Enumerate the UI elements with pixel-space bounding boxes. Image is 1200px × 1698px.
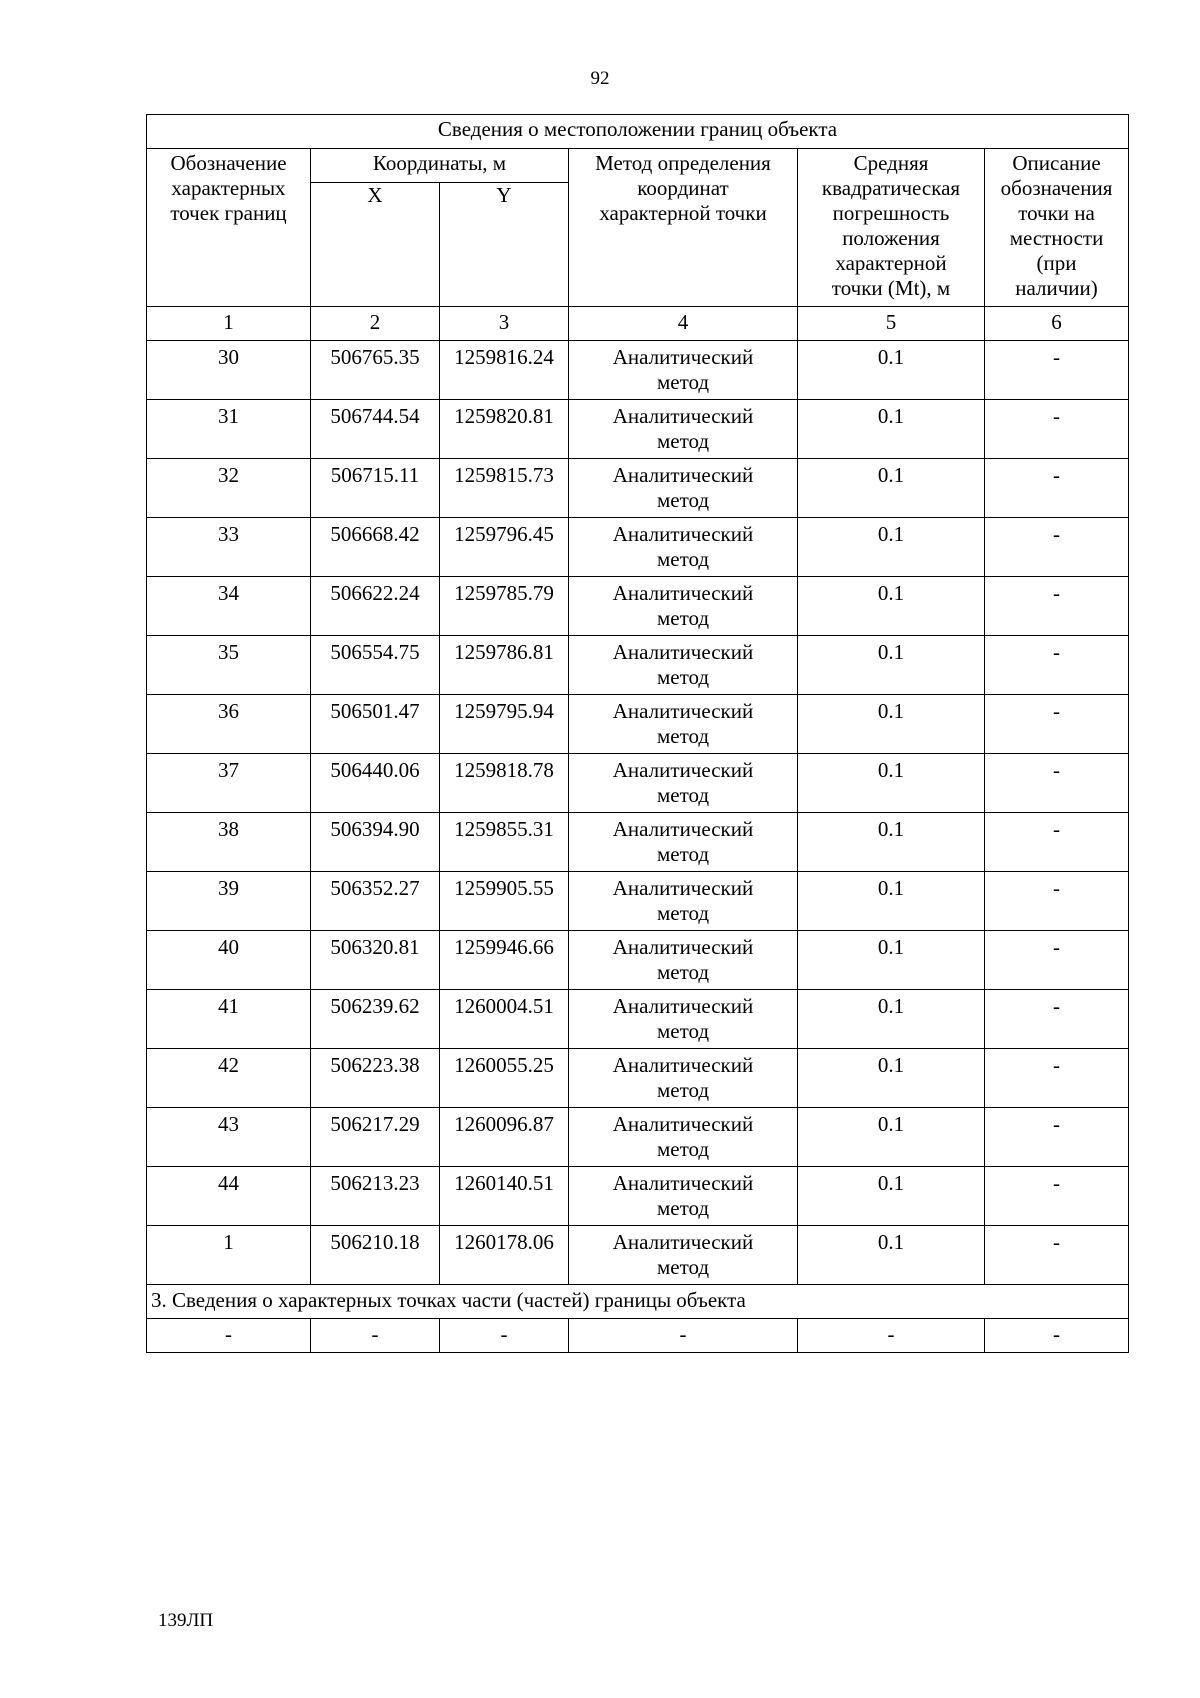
- y-coordinate-cell: 1259855.31: [440, 813, 569, 872]
- y-coordinate-cell: 1260096.87: [440, 1108, 569, 1167]
- table-row: [147, 577, 1129, 636]
- y-coordinate-cell: 1259786.81: [440, 636, 569, 695]
- method-cell: [569, 1167, 798, 1226]
- method-line: метод: [656, 1255, 710, 1279]
- method-line: Аналитический: [612, 522, 754, 546]
- empty-row: [147, 1319, 1129, 1353]
- method-line: Аналитический: [612, 345, 754, 369]
- method-line: Аналитический: [612, 1230, 754, 1254]
- x-coordinate-cell: 506239.62: [311, 990, 440, 1049]
- mean-error-cell: 0.1: [798, 341, 985, 400]
- y-coordinate-cell: 1259796.45: [440, 518, 569, 577]
- point-cell: 44: [147, 1167, 311, 1226]
- method-cell: [569, 577, 798, 636]
- point-cell: 1: [147, 1226, 311, 1285]
- point-cell: 38: [147, 813, 311, 872]
- column-number: 2: [311, 307, 440, 341]
- method-line: Аналитический: [612, 1112, 754, 1136]
- method-line: Аналитический: [612, 404, 754, 428]
- empty-cell: -: [147, 1319, 311, 1353]
- method-line: метод: [656, 429, 710, 453]
- mean-error-cell: 0.1: [798, 1049, 985, 1108]
- x-coordinate-cell: 506320.81: [311, 931, 440, 990]
- mean-error-cell: 0.1: [798, 459, 985, 518]
- y-coordinate-cell: 1259816.24: [440, 341, 569, 400]
- section-title-row: [147, 1285, 1129, 1319]
- column-number: 1: [147, 307, 311, 341]
- boundary-coordinates-table: [146, 114, 1129, 1353]
- mean-error-cell: 0.1: [798, 577, 985, 636]
- point-cell: 41: [147, 990, 311, 1049]
- description-cell: -: [985, 1108, 1129, 1167]
- method-line: Аналитический: [612, 699, 754, 723]
- method-cell: [569, 400, 798, 459]
- y-coordinate-cell: 1259946.66: [440, 931, 569, 990]
- description-cell: -: [985, 577, 1129, 636]
- method-cell: [569, 754, 798, 813]
- method-line: метод: [656, 370, 710, 394]
- mean-error-cell: 0.1: [798, 400, 985, 459]
- mean-error-cell: 0.1: [798, 1108, 985, 1167]
- method-cell: [569, 695, 798, 754]
- mean-error-cell: 0.1: [798, 1167, 985, 1226]
- description-cell: -: [985, 695, 1129, 754]
- y-coordinate-cell: 1259905.55: [440, 872, 569, 931]
- method-cell: [569, 1226, 798, 1285]
- method-line: Аналитический: [612, 1171, 754, 1195]
- header-coordinates: Координаты, м: [311, 149, 569, 183]
- method-line: метод: [656, 665, 710, 689]
- y-coordinate-cell: 1259815.73: [440, 459, 569, 518]
- y-coordinate-cell: 1259820.81: [440, 400, 569, 459]
- mean-error-cell: 0.1: [798, 518, 985, 577]
- y-coordinate-cell: 1259795.94: [440, 695, 569, 754]
- description-cell: -: [985, 636, 1129, 695]
- point-cell: 43: [147, 1108, 311, 1167]
- header-method: Метод определения координат характерной точки: [569, 149, 798, 307]
- footer-code: 139ЛП: [158, 1610, 214, 1631]
- point-cell: 35: [147, 636, 311, 695]
- method-line: Аналитический: [612, 817, 754, 841]
- header-description: Описание обозначения точки на местности (при наличии): [985, 149, 1129, 307]
- x-coordinate-cell: 506440.06: [311, 754, 440, 813]
- x-coordinate-cell: 506501.47: [311, 695, 440, 754]
- x-coordinate-cell: 506744.54: [311, 400, 440, 459]
- method-line: Аналитический: [612, 581, 754, 605]
- table-row: [147, 1226, 1129, 1285]
- x-coordinate-cell: 506217.29: [311, 1108, 440, 1167]
- column-number: 5: [798, 307, 985, 341]
- header-mean-error: Средняя квадратическая погрешность положения характерной точки (Mt), м: [798, 149, 985, 307]
- table-row: [147, 990, 1129, 1049]
- table-row: [147, 1167, 1129, 1226]
- point-cell: 31: [147, 400, 311, 459]
- mean-error-cell: 0.1: [798, 695, 985, 754]
- y-coordinate-cell: 1260140.51: [440, 1167, 569, 1226]
- empty-cell: -: [985, 1319, 1129, 1353]
- method-cell: [569, 341, 798, 400]
- table-row: [147, 813, 1129, 872]
- header-y: Y: [440, 183, 569, 307]
- y-coordinate-cell: 1260178.06: [440, 1226, 569, 1285]
- description-cell: -: [985, 1167, 1129, 1226]
- table-row: [147, 695, 1129, 754]
- mean-error-cell: 0.1: [798, 1226, 985, 1285]
- x-coordinate-cell: 506765.35: [311, 341, 440, 400]
- method-cell: [569, 1049, 798, 1108]
- x-coordinate-cell: 506210.18: [311, 1226, 440, 1285]
- table-title-row: [147, 115, 1129, 149]
- method-line: метод: [656, 547, 710, 571]
- x-coordinate-cell: 506394.90: [311, 813, 440, 872]
- method-cell: [569, 459, 798, 518]
- method-cell: [569, 990, 798, 1049]
- point-cell: 30: [147, 341, 311, 400]
- mean-error-cell: 0.1: [798, 872, 985, 931]
- column-number-row: [147, 307, 1129, 341]
- empty-cell: -: [440, 1319, 569, 1353]
- point-cell: 32: [147, 459, 311, 518]
- y-coordinate-cell: 1259818.78: [440, 754, 569, 813]
- x-coordinate-cell: 506554.75: [311, 636, 440, 695]
- table-row: [147, 1049, 1129, 1108]
- table-row: [147, 931, 1129, 990]
- y-coordinate-cell: 1259785.79: [440, 577, 569, 636]
- method-line: метод: [656, 1078, 710, 1102]
- empty-cell: -: [569, 1319, 798, 1353]
- x-coordinate-cell: 506715.11: [311, 459, 440, 518]
- point-cell: 34: [147, 577, 311, 636]
- table-row: [147, 341, 1129, 400]
- column-number: 6: [985, 307, 1129, 341]
- method-line: Аналитический: [612, 1053, 754, 1077]
- table-row: [147, 754, 1129, 813]
- description-cell: -: [985, 400, 1129, 459]
- method-line: Аналитический: [612, 640, 754, 664]
- point-cell: 39: [147, 872, 311, 931]
- x-coordinate-cell: 506668.42: [311, 518, 440, 577]
- method-line: Аналитический: [612, 463, 754, 487]
- method-line: метод: [656, 960, 710, 984]
- description-cell: -: [985, 931, 1129, 990]
- x-coordinate-cell: 506213.23: [311, 1167, 440, 1226]
- method-line: Аналитический: [612, 758, 754, 782]
- method-line: метод: [656, 1196, 710, 1220]
- mean-error-cell: 0.1: [798, 931, 985, 990]
- column-number: 3: [440, 307, 569, 341]
- mean-error-cell: 0.1: [798, 636, 985, 695]
- method-line: метод: [656, 488, 710, 512]
- table-row: [147, 1108, 1129, 1167]
- description-cell: -: [985, 813, 1129, 872]
- y-coordinate-cell: 1260004.51: [440, 990, 569, 1049]
- method-line: метод: [656, 901, 710, 925]
- point-cell: 33: [147, 518, 311, 577]
- header-x: X: [311, 183, 440, 307]
- point-cell: 37: [147, 754, 311, 813]
- table-row: [147, 400, 1129, 459]
- description-cell: -: [985, 990, 1129, 1049]
- description-cell: -: [985, 1226, 1129, 1285]
- method-cell: [569, 931, 798, 990]
- page-number: 92: [590, 68, 610, 89]
- table-row: [147, 872, 1129, 931]
- method-line: метод: [656, 783, 710, 807]
- method-cell: [569, 872, 798, 931]
- method-line: метод: [656, 1019, 710, 1043]
- method-cell: [569, 636, 798, 695]
- point-cell: 40: [147, 931, 311, 990]
- header-point-designation: Обозначение характерных точек границ: [147, 149, 311, 307]
- method-line: Аналитический: [612, 935, 754, 959]
- empty-cell: -: [798, 1319, 985, 1353]
- empty-cell: -: [311, 1319, 440, 1353]
- table-title: Сведения о местоположении границ объекта: [147, 115, 1129, 149]
- description-cell: -: [985, 341, 1129, 400]
- method-line: Аналитический: [612, 876, 754, 900]
- x-coordinate-cell: 506352.27: [311, 872, 440, 931]
- header-row: [147, 149, 1129, 183]
- method-cell: [569, 518, 798, 577]
- method-line: метод: [656, 1137, 710, 1161]
- method-cell: [569, 813, 798, 872]
- description-cell: -: [985, 1049, 1129, 1108]
- column-number: 4: [569, 307, 798, 341]
- description-cell: -: [985, 518, 1129, 577]
- x-coordinate-cell: 506622.24: [311, 577, 440, 636]
- method-cell: [569, 1108, 798, 1167]
- point-cell: 42: [147, 1049, 311, 1108]
- table-row: [147, 636, 1129, 695]
- description-cell: -: [985, 872, 1129, 931]
- method-line: метод: [656, 842, 710, 866]
- method-line: метод: [656, 606, 710, 630]
- description-cell: -: [985, 754, 1129, 813]
- method-line: метод: [656, 724, 710, 748]
- table-row: [147, 518, 1129, 577]
- mean-error-cell: 0.1: [798, 754, 985, 813]
- x-coordinate-cell: 506223.38: [311, 1049, 440, 1108]
- mean-error-cell: 0.1: [798, 990, 985, 1049]
- point-cell: 36: [147, 695, 311, 754]
- mean-error-cell: 0.1: [798, 813, 985, 872]
- method-line: Аналитический: [612, 994, 754, 1018]
- table-row: [147, 459, 1129, 518]
- description-cell: -: [985, 459, 1129, 518]
- section-title: 3. Сведения о характерных точках части (частей) границы объекта: [147, 1285, 1129, 1319]
- y-coordinate-cell: 1260055.25: [440, 1049, 569, 1108]
